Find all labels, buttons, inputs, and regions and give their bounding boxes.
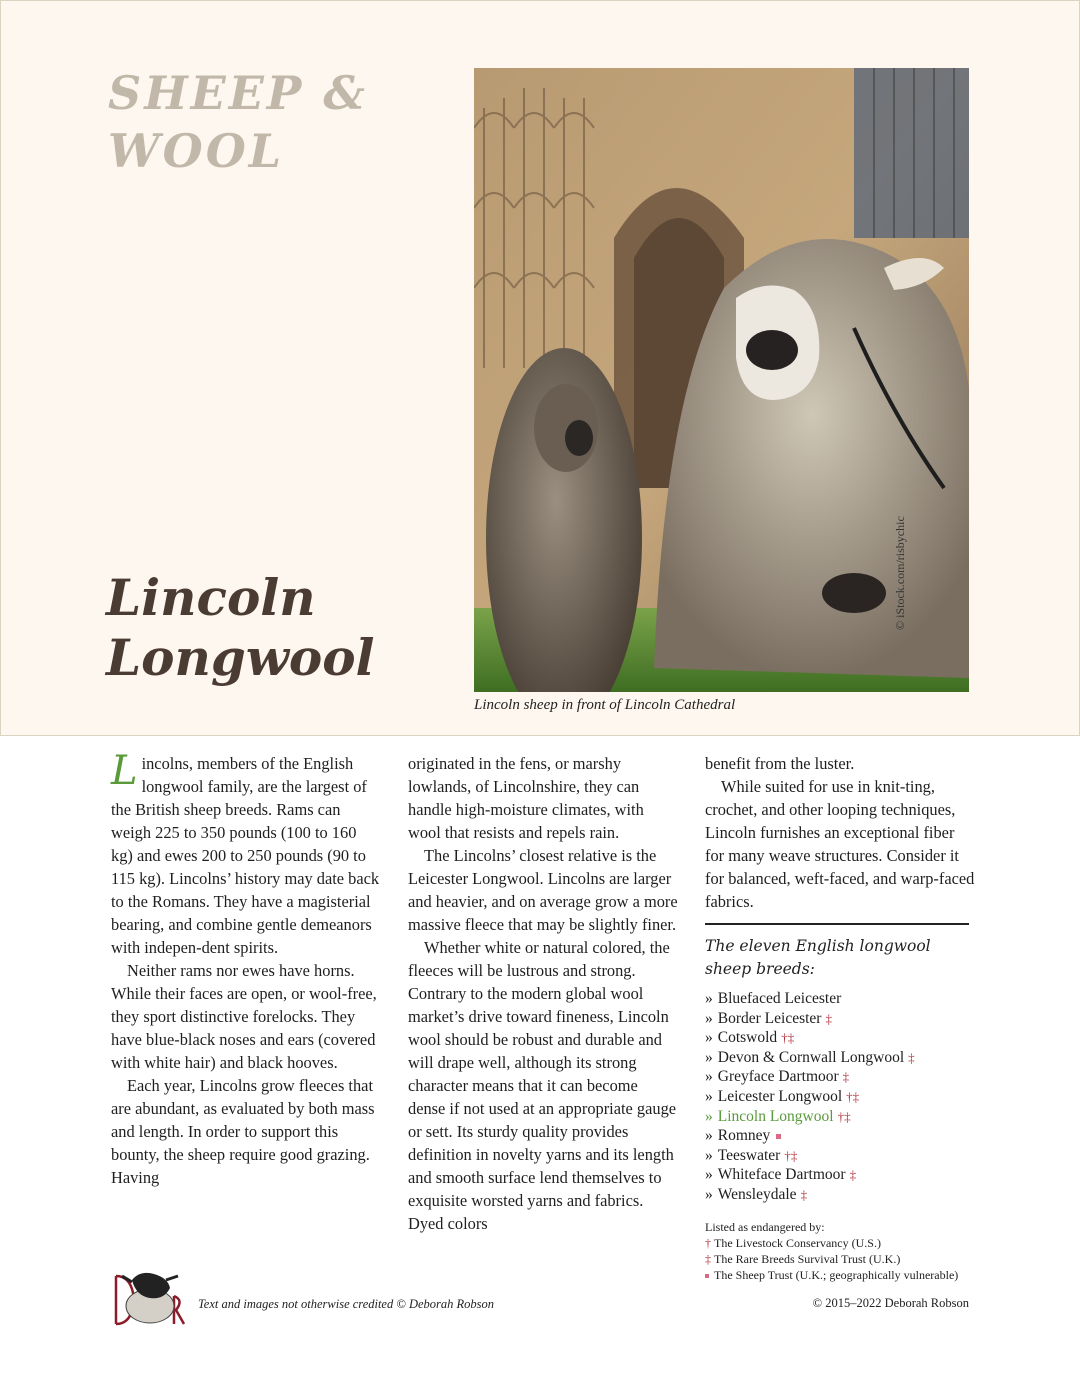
legend-text: The Livestock Conservancy (U.S.) [714,1235,881,1250]
breed-title-line1: Lincoln [106,568,316,627]
list-item [705,1067,975,1087]
breed-name: Cotswold [717,1029,778,1047]
chevron-icon: » [705,1146,713,1164]
endangered-mark: ‡ [849,1167,857,1183]
endangered-mark: ‡ [800,1186,808,1202]
chevron-icon: » [705,1009,713,1027]
legend-text: The Sheep Trust (U.K.; geographically vulnerable) [714,1267,959,1282]
list-item [705,1048,975,1068]
photo-caption: Lincoln sheep in front of Lincoln Cathedral [474,697,736,713]
endangered-mark: †‡ [846,1088,860,1104]
list-item [705,1087,975,1107]
list-item [705,1185,975,1205]
chevron-icon: » [705,1029,713,1047]
photo-credit: © iStock.com/risbychic [893,516,907,630]
footer-copyright: © 2015–2022 Deborah Robson [812,1296,969,1310]
sheep-logo-graphic [110,1266,186,1326]
paragraph-text: incolns, members of the English longwool family, are the largest of the British sheep breeds. Rams can weigh 225 to 350 pounds (100 to 160 kg) and ewes 200 to 250 pounds (90 to 115 kg). Lincolns’ history may date back to the Romans. They have a magisterial bearing, and combine gentle demeanors with indepen-dent spirits. [111,754,380,957]
chevron-icon: » [705,990,713,1007]
sheep-trust-mark-icon [705,1274,709,1278]
article-paragraph: Neither rams nor ewes have horns. While their faces are open, or wool-free, they sport distinctive forelocks. They have blue-black noses and ears (covered with white hair) and black hooves. [111,961,377,1072]
article-column-1 [111,748,381,1189]
list-item [705,1165,975,1185]
breed-title-line2: Longwool [106,628,375,687]
endangered-legend [705,1219,975,1283]
dagger-mark: † [705,1235,711,1250]
divider [705,923,969,925]
sheep-logo-icon [110,1266,186,1326]
endangered-mark: †‡ [784,1147,798,1163]
endangered-mark: ‡ [908,1049,915,1065]
legend-text: The Rare Breeds Survival Trust (U.K.) [714,1251,901,1266]
drop-cap: L [111,748,138,794]
chevron-icon: » [705,1107,713,1125]
breed-list-heading: The eleven English longwool sheep breeds: [705,937,931,978]
breed-title [106,568,466,688]
endangered-mark: †‡ [837,1108,851,1124]
list-item [705,1126,975,1146]
breed-name: Wensleydale [717,1185,797,1203]
article-column-3 [705,752,975,1283]
chevron-icon: » [705,1068,713,1086]
list-item [705,989,975,1009]
legend-item [705,1267,975,1283]
endangered-mark: ‡ [825,1010,832,1026]
breed-name: Romney [717,1127,771,1145]
series-title-line1: SHEEP & [108,66,368,120]
breed-name: Teeswater [717,1146,781,1164]
legend-title: Listed as endangered by: [705,1219,825,1234]
breed-list [705,989,975,1205]
legend-item [705,1235,975,1251]
chevron-icon: » [705,1048,713,1066]
list-item [705,1107,975,1127]
breed-name: Greyface Dartmoor [717,1068,839,1086]
list-item [705,1146,975,1166]
list-item [705,1009,975,1029]
legend-item [705,1251,975,1267]
double-dagger-mark: ‡ [705,1251,711,1266]
breed-name: Devon & Cornwall Longwool [717,1048,905,1066]
article-paragraph: Each year, Lincolns grow fleeces that are abundant, as evaluated by both mass and length. In order to support this bounty, the sheep require good grazing. Having [111,1076,375,1187]
article-column-2 [408,752,678,1235]
chevron-icon: » [705,1127,713,1145]
series-title-line2: WOOL [108,124,285,178]
article-paragraph: originated in the fens, or marshy lowlands, of Lincolnshire, they can handle high-moisture climates, with wool that resists and repels rain. [408,754,644,842]
breed-name: Whiteface Dartmoor [717,1166,846,1184]
breed-name: Border Leicester [717,1009,822,1027]
breed-name: Bluefaced Leicester [717,990,842,1007]
breed-name: Lincoln Longwool [717,1107,834,1125]
endangered-mark: ‡ [842,1069,850,1085]
article-paragraph: Whether white or natural colored, the fleeces will be lustrous and strong. Contrary to the modern global wool market’s drive toward fineness, Lincoln wool should be robust and durable and will drape well, although its strong character means that it can become dense if not used at an appropriate gauge or sett. Its sturdy quality provides definition in novelty yarns and its length and smooth surface lend themselves to exquisite worsted yarns and fabrics. Dyed colors [408,938,677,1233]
article-paragraph: While suited for use in knit-ting, crochet, and other looping techniques, Lincoln furnishes an exceptional fiber for many weave structures. Consider it for balanced, weft-faced, and warp-faced fabrics. [705,777,975,911]
chevron-icon: » [705,1087,713,1105]
endangered-mark: †‡ [781,1030,795,1046]
chevron-icon: » [705,1166,713,1184]
series-title [108,64,448,180]
footer-credit: Text and images not otherwise credited © Deborah Robson [198,1297,495,1311]
breed-name: Leicester Longwool [717,1087,843,1105]
article-paragraph [111,748,381,959]
article-paragraph: benefit from the luster. [705,754,855,773]
list-item [705,1028,975,1048]
chevron-icon: » [705,1185,713,1203]
sheep-trust-mark-icon [776,1134,781,1139]
article-paragraph: The Lincolns’ closest relative is the Leicester Longwool. Lincolns are larger and heavier, and on average grow a more massive fleece that may be slightly finer. [408,846,678,934]
